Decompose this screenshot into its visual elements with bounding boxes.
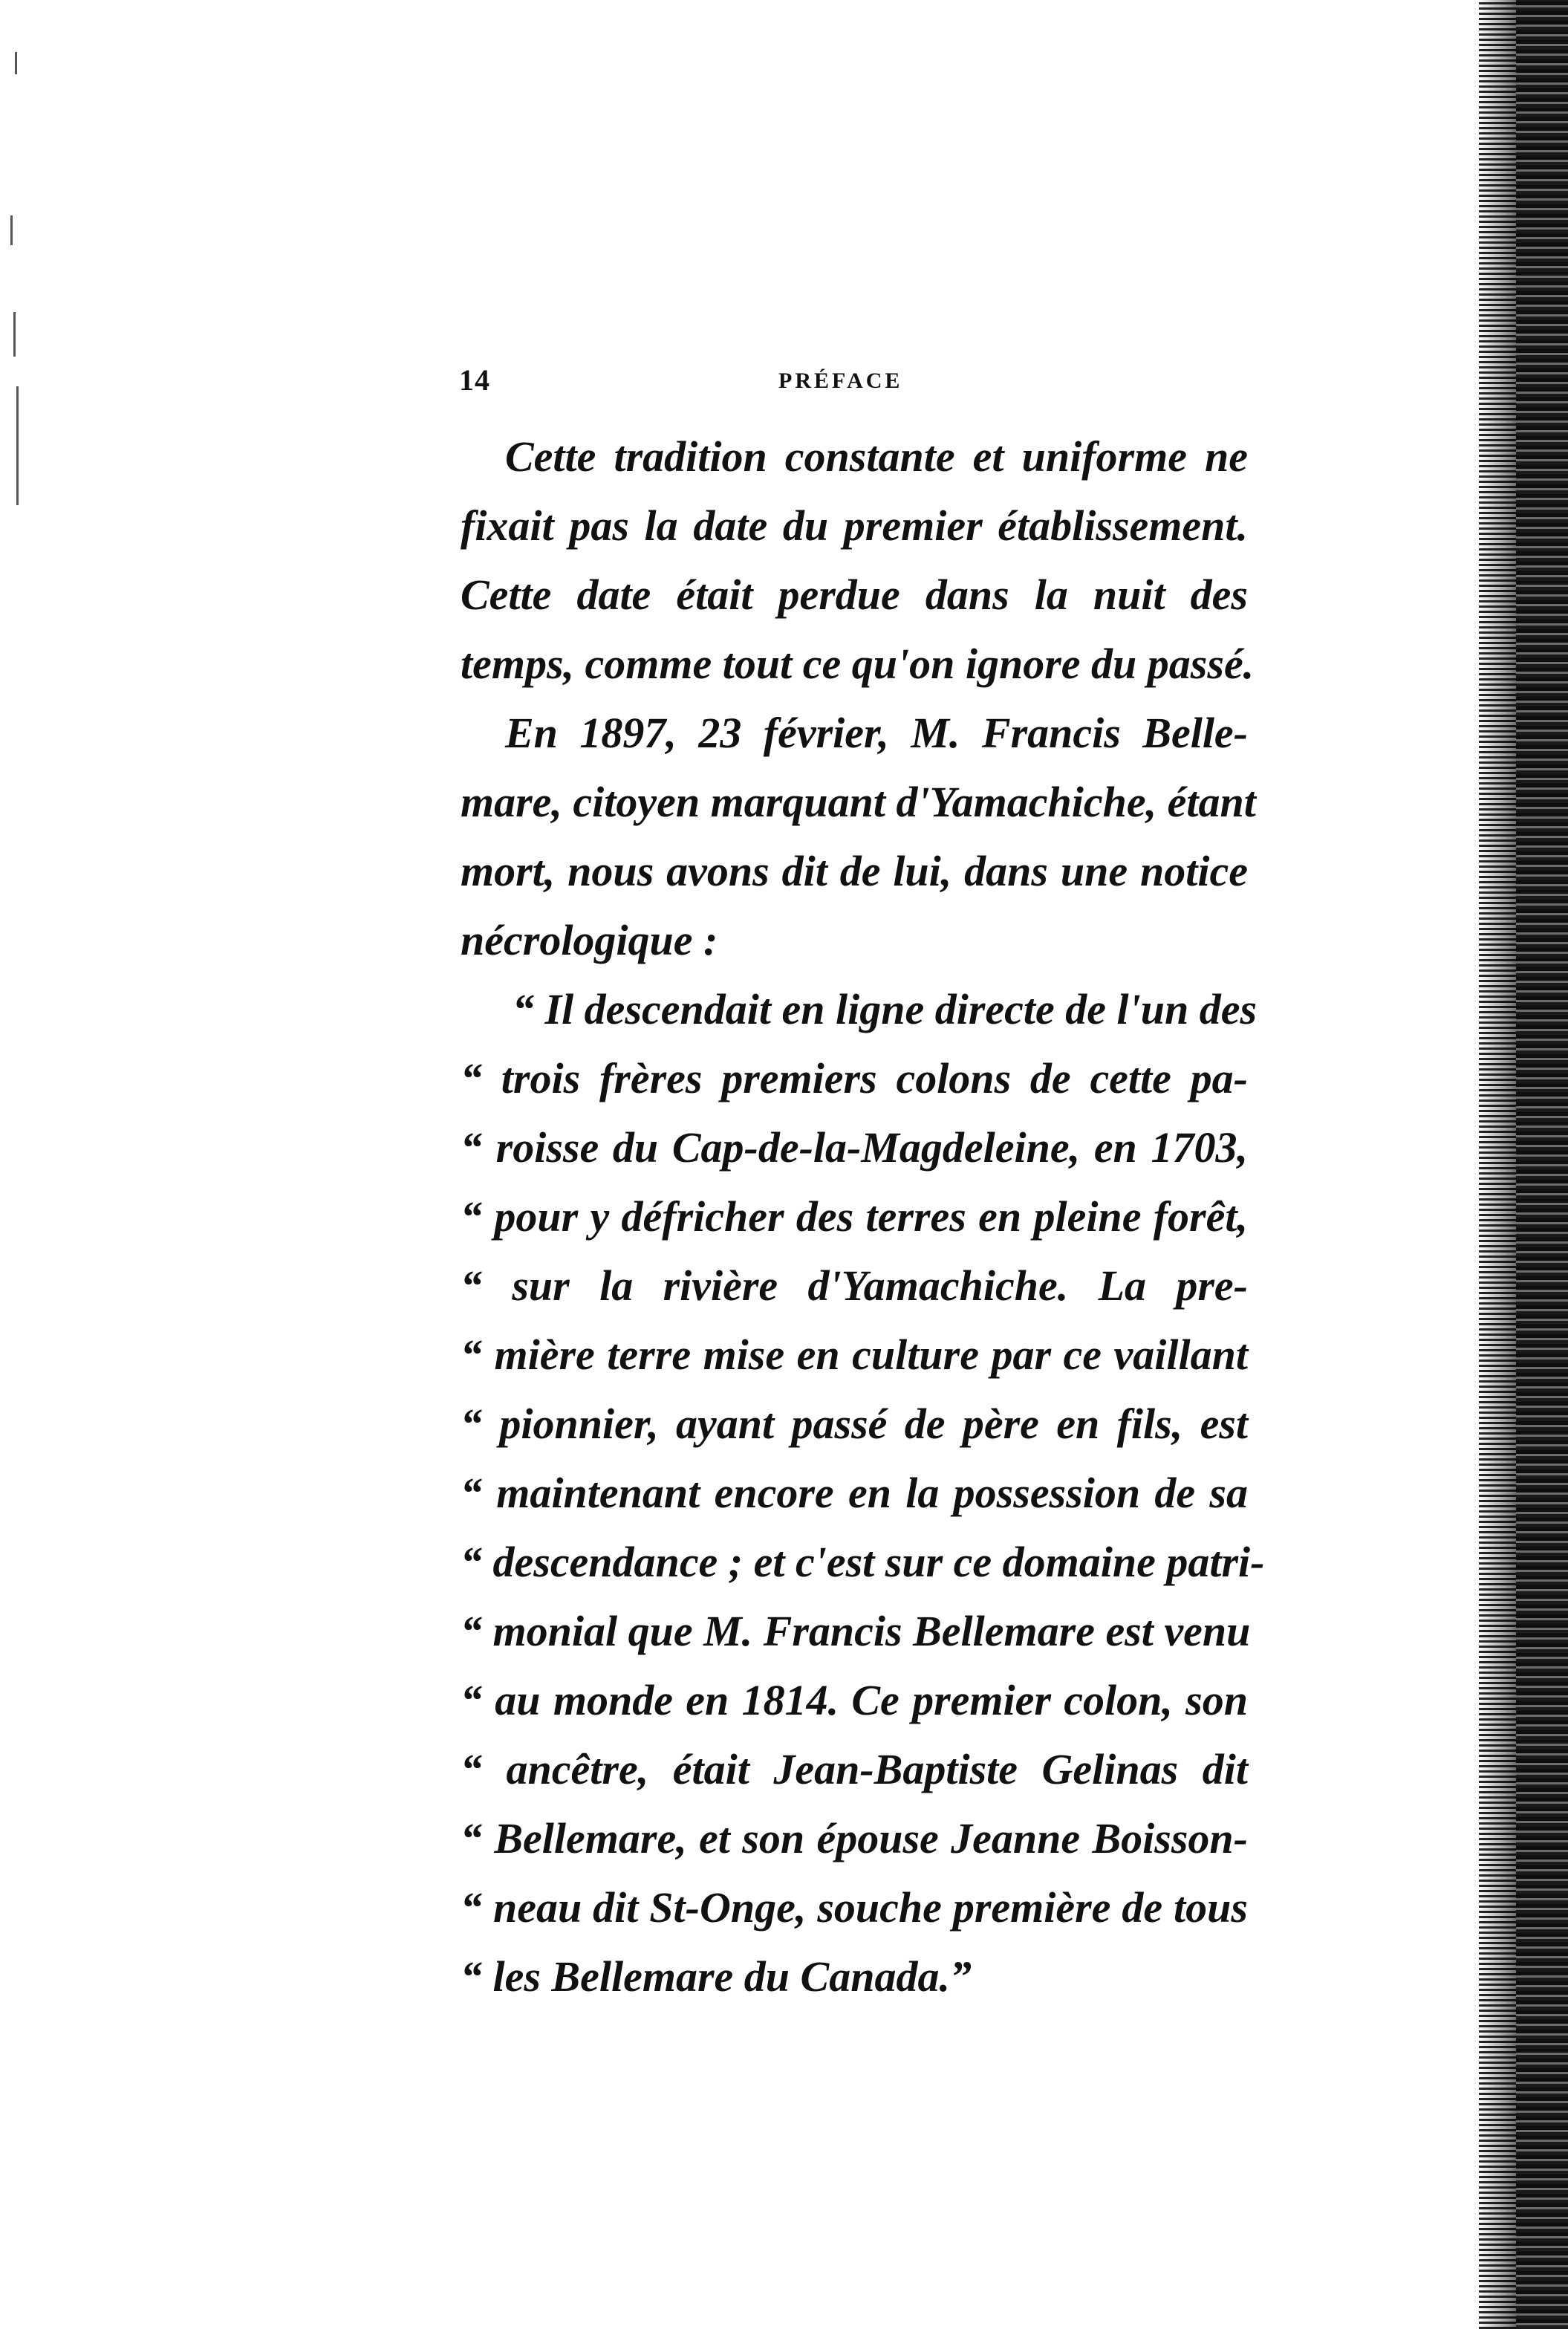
text-line: “ maintenant encore en la possession de sa [461,1469,1248,1517]
text-line: “ descendance ; et c'est sur ce domaine patri- [461,1538,1265,1586]
text-line: “ sur la rivière d'Yamachiche. La pre- [461,1261,1248,1310]
text-line: mare, citoyen marquant d'Yamachiche, étant [461,778,1256,826]
margin-speck [10,215,13,245]
text-line: mort, nous avons dit de lui, dans une notice [461,847,1248,895]
text-line: nécrologique : [461,916,718,964]
text-line: fixait pas la date du premier établissement. [461,501,1248,550]
text-line: “ les Bellemare du Canada.” [461,1952,972,2001]
text-line: “ pour y défricher des terres en pleine forêt, [461,1192,1248,1241]
text-line: “ monial que M. Francis Bellemare est venu [461,1607,1251,1655]
page-header [459,363,1269,407]
text-line: “ pionnier, ayant passé de père en fils, est [461,1400,1248,1448]
text-line: “ neau dit St-Onge, souche première de tous [461,1883,1248,1932]
text-line: Cette tradition constante et uniforme ne [505,432,1248,481]
margin-speck [13,312,16,357]
body-text [461,422,1265,2011]
text-line: Cette date était perdue dans la nuit des [461,571,1248,619]
text-line: “ Bellemare, et son épouse Jeanne Boisson- [461,1814,1248,1862]
text-line: “ au monde en 1814. Ce premier colon, son [461,1676,1248,1724]
text-line: “ mière terre mise en culture par ce vaillant [461,1331,1248,1379]
text-line: “ trois frères premiers colons de cette pa- [461,1054,1248,1102]
running-head: PRÉFACE [778,368,903,393]
page-number: 14 [459,363,490,397]
margin-speck [15,52,17,74]
margin-speck [16,386,19,505]
text-line: En 1897, 23 février, M. Francis Belle- [505,709,1248,757]
binding-shadow [1516,0,1568,2329]
text-line: temps, comme tout ce qu'on ignore du passé. [461,640,1255,688]
text-line: “ ancêtre, était Jean-Baptiste Gelinas dit [461,1745,1248,1793]
text-line: “ Il descendait en ligne directe de l'un des [513,985,1258,1033]
text-line: “ roisse du Cap-de-la-Magdeleine, en 1703, [461,1123,1248,1172]
